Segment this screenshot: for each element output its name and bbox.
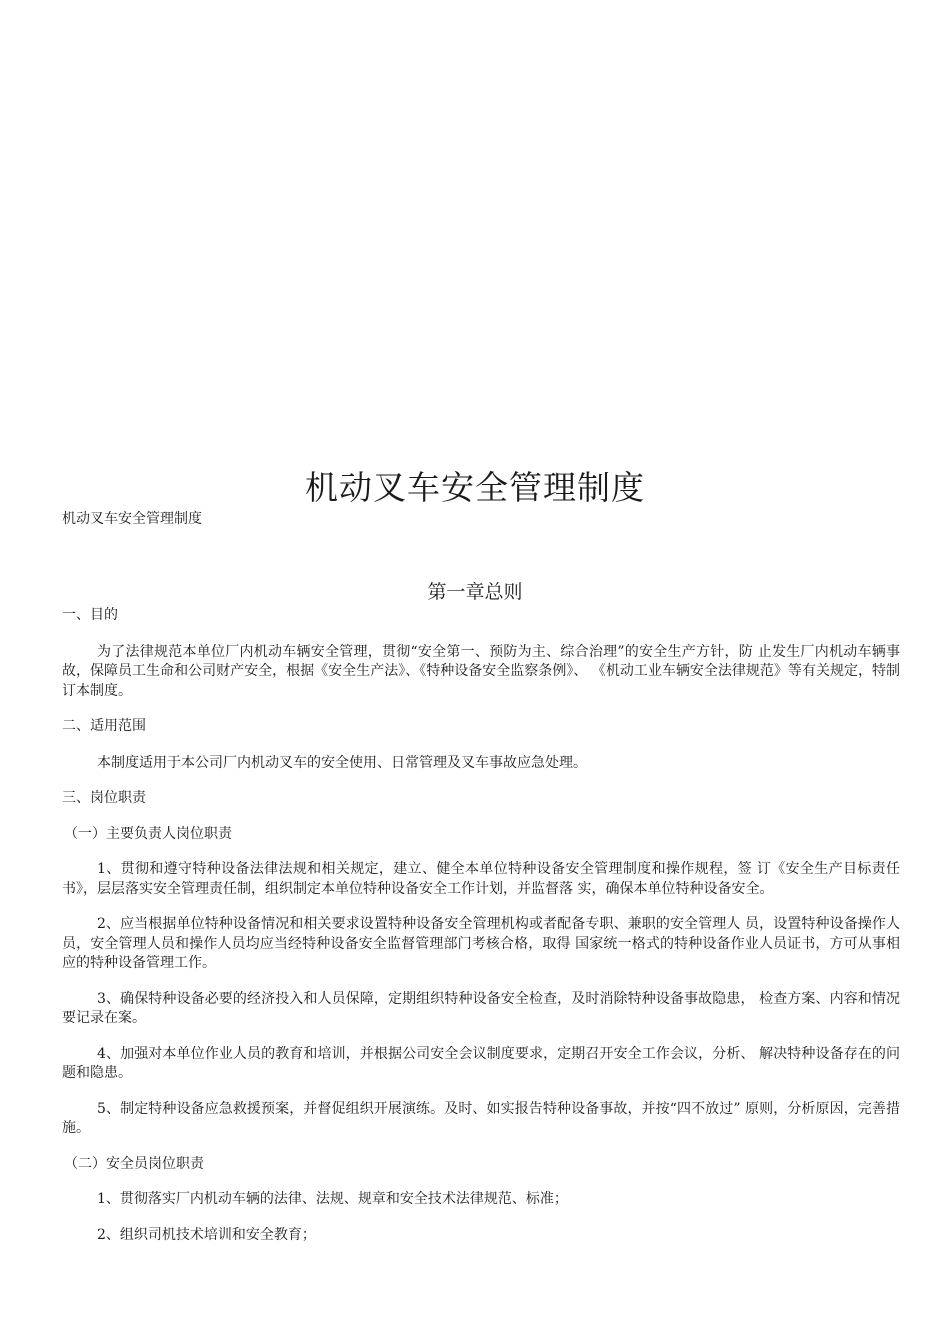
leader-duty-item: 1、贯彻和遵守特种设备法律法规和相关规定，建立、健全本单位特种设备安全管理制度和操作规程，签 订《安全生产目标责任书》，层层落实安全管理责任制，组织制定本单位特种设备安全工作计划，并监督落 实，确保本单位特种设备安全。	[62, 861, 900, 897]
leader-duty-item: 4、加强对本单位作业人员的教育和培训，并根据公司安全会议制度要求，定期召开安全工作会议，分析、 解决特种设备存在的问题和隐患。	[62, 1045, 900, 1081]
safety-duty-item: 1、贯彻落实厂内机动车辆的法律、法规、规章和安全技术法律规范、标准；	[97, 1191, 568, 1207]
leader-duty-item: 2、应当根据单位特种设备情况和相关要求设置特种设备安全管理机构或者配备专职、兼职的安全管理人 员，设置特种设备操作人员，安全管理人员和操作人员均应当经特种设备安全监督管理部门考核合格，取得 国家统一格式的特种设备作业人员证书，方可从事相应的特种设备管理工作。	[62, 916, 900, 971]
section-heading-purpose: 一、目的	[62, 607, 118, 623]
document-title: 机动叉车安全管理制度	[305, 468, 645, 507]
section-heading-scope: 二、适用范围	[62, 718, 146, 734]
leader-duty-item: 5、制定特种设备应急救援预案，并督促组织开展演练。及时、如实报告特种设备事故，并按“四不放过” 原则，分析原因，完善措施。	[62, 1100, 900, 1136]
scope-paragraph: 本制度适用于本公司厂内机动叉车的安全使用、日常管理及叉车事故应急处理。	[97, 754, 587, 771]
subsection-heading-safety: （二）安全员岗位职责	[64, 1155, 204, 1172]
subsection-heading-leader: （一）主要负责人岗位职责	[64, 825, 232, 842]
chapter-heading: 第一章总则	[427, 581, 523, 603]
purpose-paragraph: 为了法律规范本单位厂内机动车辆安全管理，贯彻“安全第一、预防为主、综合治理”的安全生产方针，防 止发生厂内机动车辆事故，保障员工生命和公司财产安全，根据《安全生产法》、《特种设备安全监察条例》、 《机动工业车辆安全法律规范》等有关规定，特制订本制度。	[62, 643, 900, 699]
leader-duty-item: 3、确保特种设备必要的经济投入和人员保障，定期组织特种设备安全检查，及时消除特种设备事故隐患， 检查方案、内容和情况要记录在案。	[62, 990, 900, 1026]
section-heading-duties: 三、岗位职责	[62, 790, 146, 806]
document-subtitle: 机动叉车安全管理制度	[62, 511, 202, 527]
safety-duty-item: 2、组织司机技术培训和安全教育；	[97, 1226, 316, 1243]
document-body	[62, 606, 900, 1245]
